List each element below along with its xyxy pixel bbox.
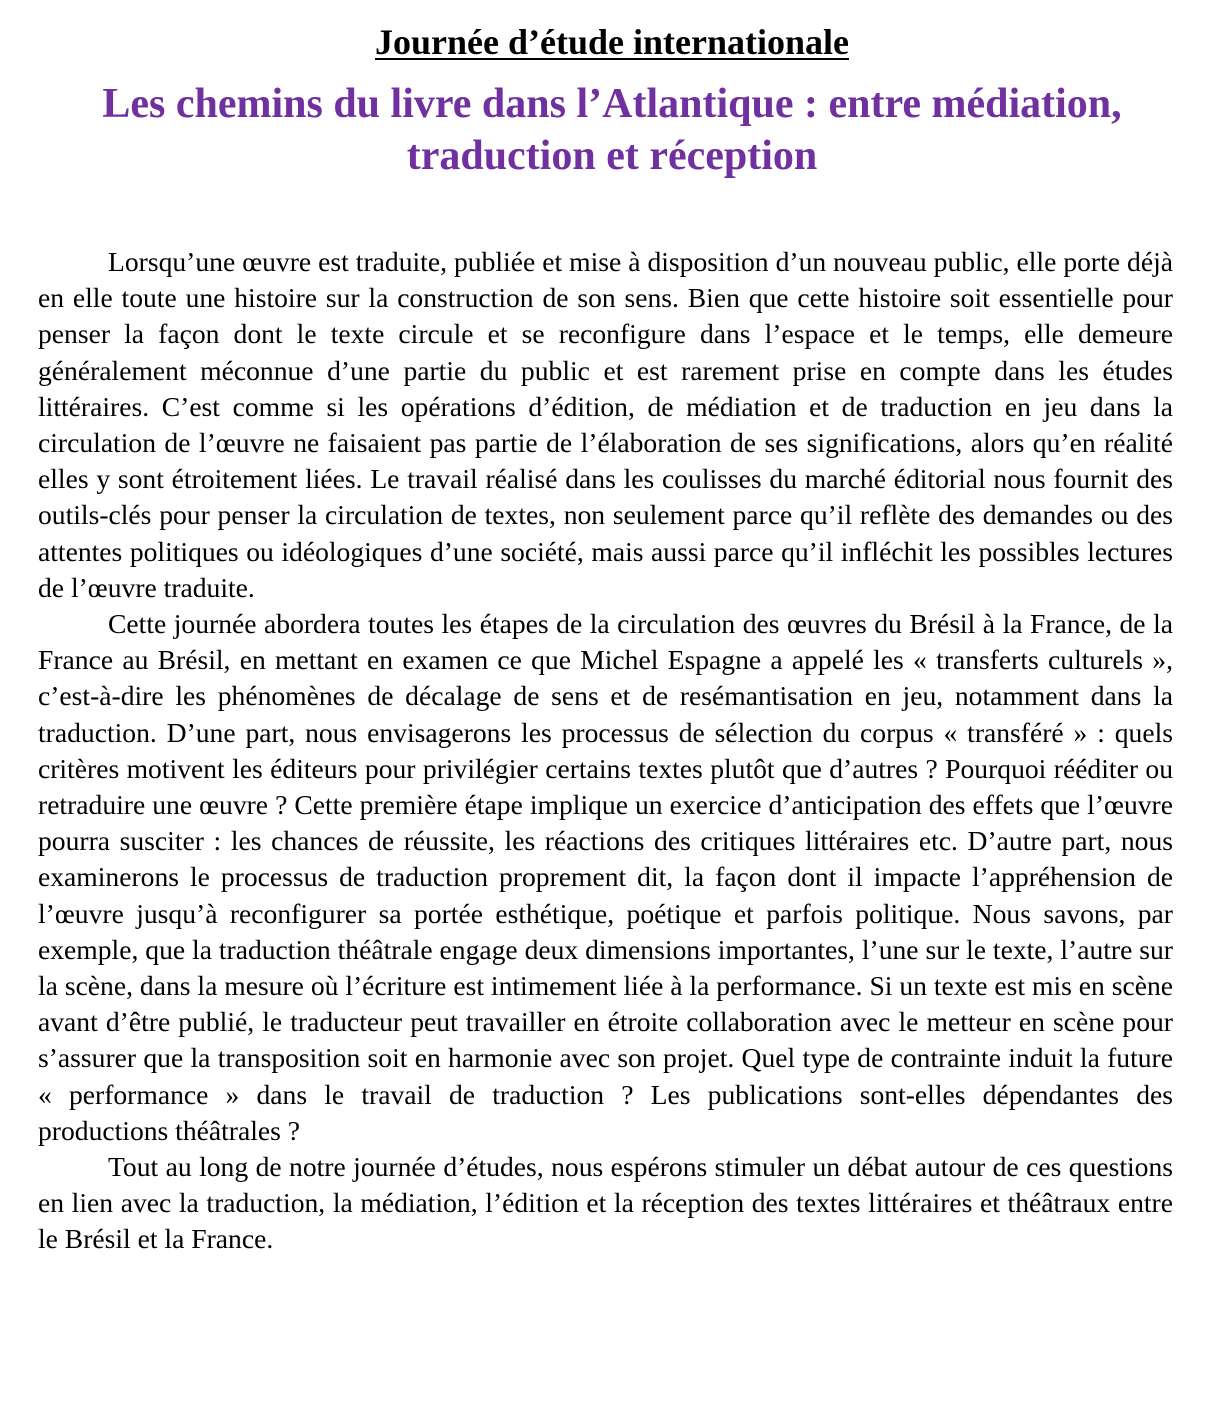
event-kicker-text: Journée d’étude internationale [375, 22, 849, 62]
event-kicker [38, 20, 1173, 64]
document-title: Les chemins du livre dans l’Atlantique : entre médiation, traduction et réception [102, 81, 1122, 179]
body-paragraph-2: Cette journée abordera toutes les étapes de la circulation des œuvres du Brésil à la France, de la France au Brésil, en mettant en examen ce que Michel Espagne a appelé les « transferts culturels », c’est-à-dire les phénomènes de décalage de sens et de resémantisation en jeu, notamment dans la traduction. D’une part, nous envisagerons les processus de sélection du corpus « transféré » : quels critères motivent les éditeurs pour privilégier certains textes plutôt que d’autres ? Pourquoi rééditer ou retraduire une œuvre ? Cette première étape implique un exercice d’anticipation des effets que l’œuvre pourra susciter : les chances de réussite, les réactions des critiques littéraires etc. D’autre part, nous examinerons le processus de traduction proprement dit, la façon dont il impacte l’appréhension de l’œuvre jusqu’à reconfigurer sa portée esthétique, poétique et parfois politique. Nous savons, par exemple, que la traduction théâtrale engage deux dimensions importantes, l’une sur le texte, l’autre sur la scène, dans la mesure où l’écriture est intimement liée à la performance. Si un texte est mis en scène avant d’être publié, le traducteur peut travailler en étroite collaboration avec le metteur en scène pour s’assurer que la transposition soit en harmonie avec son projet. Quel type de contrainte induit la future « performance » dans le travail de traduction ? Les publications sont-elles dépendantes des productions théâtrales ? [38, 608, 1173, 1146]
document-body [38, 244, 1173, 1258]
body-paragraph-1: Lorsqu’une œuvre est traduite, publiée et mise à disposition d’un nouveau public, elle porte déjà en elle toute une histoire sur la construction de son sens. Bien que cette histoire soit essentielle pour penser la façon dont le texte circule et se reconfigure dans l’espace et le temps, elle demeure généralement méconnue d’une partie du public et est rarement prise en compte dans les études littéraires. C’est comme si les opérations d’édition, de médiation et de traduction en jeu dans la circulation de l’œuvre ne faisaient pas partie de l’élaboration de ses significations, alors qu’en réalité elles y sont étroitement liées. Le travail réalisé dans les coulisses du marché éditorial nous fournit des outils-clés pour penser la circulation de textes, non seulement parce qu’il reflète des demandes ou des attentes politiques ou idéologiques d’une société, mais aussi parce qu’il infléchit les possibles lectures de l’œuvre traduite. [38, 246, 1173, 603]
body-paragraph-3: Tout au long de notre journée d’études, nous espérons stimuler un débat autour de ces questions en lien avec la traduction, la médiation, l’édition et la réception des textes littéraires et théâtraux entre le Brésil et la France. [38, 1151, 1173, 1255]
